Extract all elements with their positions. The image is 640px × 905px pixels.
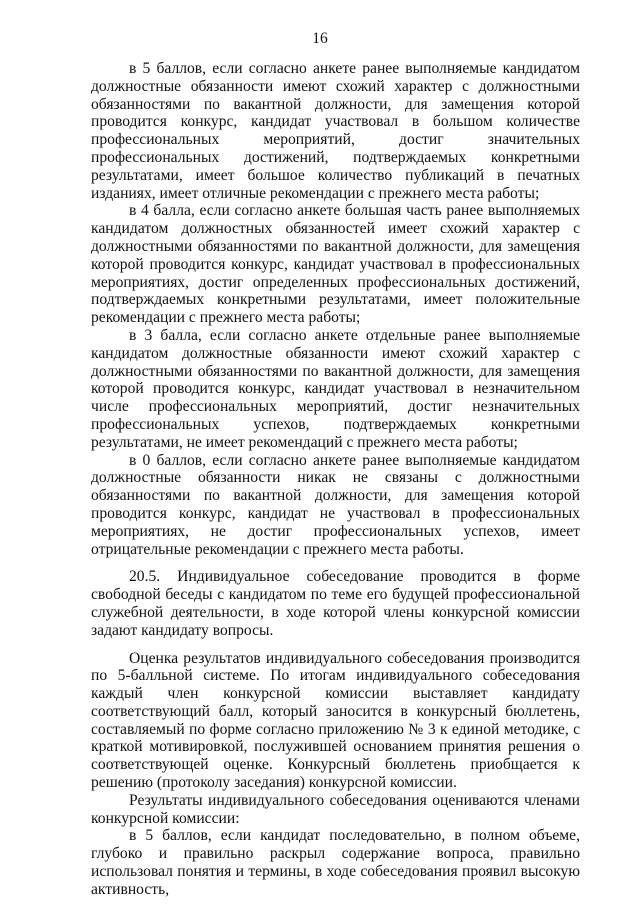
paragraph-interview-evaluation: Оценка результатов индивидуального собеседования производится по 5-балльной системе. По итогам индивидуального собеседования каждый член конкурсной комиссии выставляет кандидату соответствующий балл, который заносится в конкурсный бюллетень, составляемый по форме согласно приложению № 3 к единой методике, с краткой мотивировкой, послужившей основанием принятия решения о соответствующей оценке. Конкурсный бюллетень приобщается к решению (протоколу заседания) конкурсной комиссии. (91, 649, 580, 792)
paragraph-score-5-interview: в 5 баллов, если кандидат последовательно, в полном объеме, глубоко и правильно раскрыл содержание вопроса, правильно использовал понятия и термины, в ходе собеседования проявил высокую активность, (91, 827, 580, 898)
paragraph-score-3-experience: в 3 балла, если согласно анкете отдельные ранее выполняемые кандидатом должностные обязанности имеют схожий характер с должностными обязанностями по вакантной должности, для замещения которой проводится конкурс, кандидат участвовал в незначительном числе профессиональных мероприятий, достиг незначительных профессиональных успехов, подтверждаемых конкретными результатами, не имеет рекомендаций с прежнего места работы; (91, 326, 580, 451)
paragraph-section-20-5: 20.5. Индивидуальное собеседование проводится в форме свободной беседы с кандидатом по теме его будущей профессиональной служебной деятельности, в ходе которой члены конкурсной комиссии задают кандидату вопросы. (91, 568, 580, 639)
page-number: 16 (312, 30, 328, 47)
paragraph-interview-results-intro: Результаты индивидуального собеседования оцениваются членами конкурсной комиссии: (91, 791, 580, 827)
paragraph-score-0-experience: в 0 баллов, если согласно анкете ранее выполняемые кандидатом должностные обязанности никак не связаны с должностными обязанностями по вакантной должности, для замещения которой проводится конкурс, кандидат не участвовал в профессиональных мероприятиях, не достиг профессиональных успехов, имеет отрицательные рекомендации с прежнего места работы. (91, 451, 580, 558)
paragraph-score-5-experience: в 5 баллов, если согласно анкете ранее выполняемые кандидатом должностные обязанности имеют схожий характер с должностными обязанностями по вакантной должности, для замещения которой проводится конкурс, кандидат участвовал в большом количестве профессиональных мероприятий, достиг значительных профессиональных достижений, подтверждаемых конкретными результатами, имеет большое количество публикаций в печатных изданиях, имеет отличные рекомендации с прежнего места работы; (91, 60, 580, 202)
document-body (91, 60, 580, 899)
paragraph-score-4-experience: в 4 балла, если согласно анкете большая часть ранее выполняемых кандидатом должностных обязанностей имеет схожий характер с должностными обязанностями по вакантной должности, для замещения которой проводится конкурс, кандидат участвовал в профессиональных мероприятиях, достиг определенных профессиональных достижений, подтверждаемых конкретными результатами, имеет положительные рекомендации с прежнего места работы; (91, 202, 580, 327)
